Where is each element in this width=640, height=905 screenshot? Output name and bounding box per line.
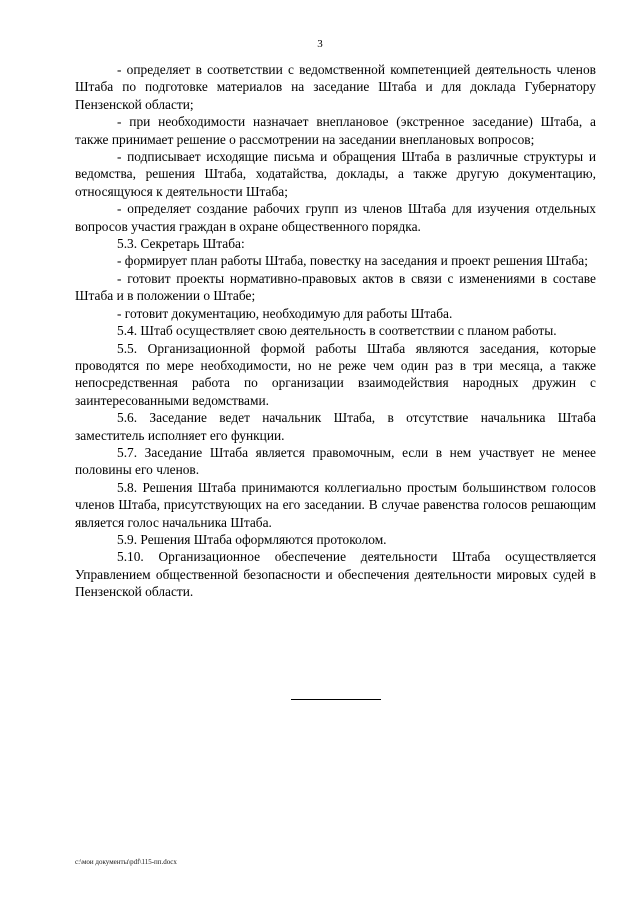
- page-number: 3: [317, 38, 323, 50]
- paragraph-5-7: 5.7. Заседание Штаба является правомочным, если в нем участвует не менее половины его членов.: [75, 444, 596, 478]
- paragraph-5-5: 5.5. Организационной формой работы Штаба являются заседания, которые проводятся по мере необходимости, но не реже чем один раз в три месяца, а также непосредственная работа по организации взаимодействия народных дружин с заинтересованными ведомствами.: [75, 340, 596, 408]
- paragraph-5-10: 5.10. Организационное обеспечение деятельности Штаба осуществляется Управлением общественной безопасности и обеспечения деятельности мировых судей в Пензенской области.: [75, 549, 596, 600]
- paragraph-secretary-draft-acts: - готовит проекты нормативно-правовых актов в связи с изменениями в составе Штаба и в положении о Штабе;: [75, 270, 596, 304]
- end-of-document-rule: [291, 699, 381, 700]
- file-path-footer: c:\мои документы\pdf\115-пп.docx: [75, 858, 177, 866]
- paragraph-secretary-work-plan: - формирует план работы Штаба, повестку на заседания и проект решения Штаба;: [117, 253, 588, 269]
- paragraph-5-4: 5.4. Штаб осуществляет свою деятельность в соответствии с планом работы.: [117, 323, 557, 339]
- paragraph-chief-extraordinary-meeting: - при необходимости назначает внеплановое (экстренное заседание) Штаба, а также принимает решение о рассмотрении на заседании внеплановых вопросов;: [75, 114, 596, 147]
- paragraph-5-3-heading: 5.3. Секретарь Штаба:: [117, 236, 245, 252]
- paragraph-5-8: 5.8. Решения Штаба принимаются коллегиально простым большинством голосов членов Штаба, присутствующих на его заседании. В случае равенства голосов решающим является голос начальника Штаба.: [75, 479, 596, 530]
- paragraph-5-9: 5.9. Решения Штаба оформляются протоколом.: [117, 531, 387, 547]
- paragraph-5-6: 5.6. Заседание ведет начальник Штаба, в отсутствие начальника Штаба заместитель исполняет его функции.: [75, 410, 596, 443]
- paragraph-chief-working-groups: - определяет создание рабочих групп из членов Штаба для изучения отдельных вопросов участия граждан в охране общественного порядка.: [75, 201, 596, 234]
- paragraph-chief-prepares-materials: - определяет в соответствии с ведомственной компетенцией деятельность членов Штаба по подготовке материалов на заседание Штаба и для доклада Губернатору Пензенской области;: [75, 62, 596, 112]
- paragraph-chief-signs-documents: - подписывает исходящие письма и обращения Штаба в различные структуры и ведомства, решения Штаба, ходатайства, доклады, а также другую документацию, относящуюся к деятельности Штаба;: [75, 149, 596, 199]
- paragraph-secretary-documentation: - готовит документацию, необходимую для работы Штаба.: [117, 305, 453, 321]
- document-body: [75, 61, 596, 601]
